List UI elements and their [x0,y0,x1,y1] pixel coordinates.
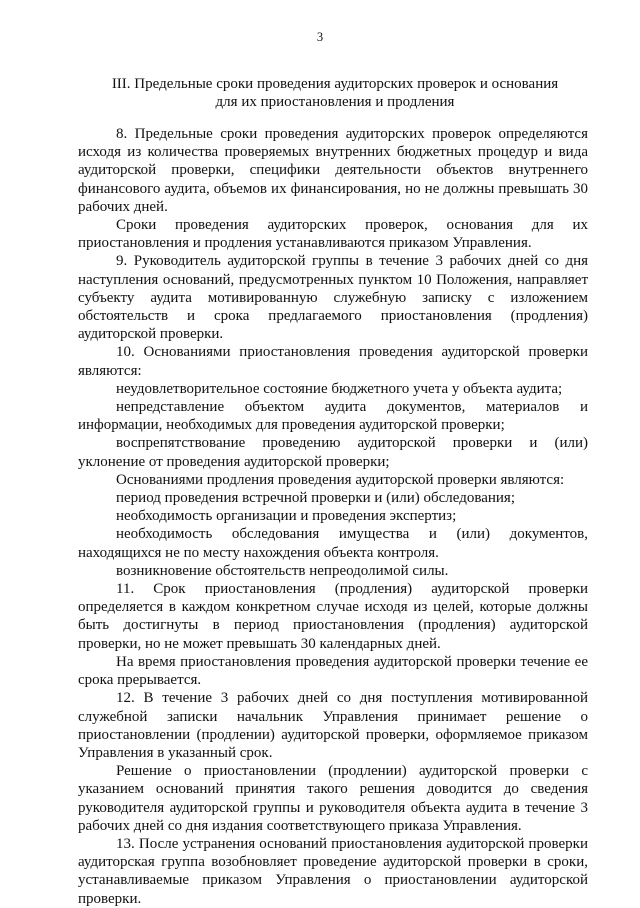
section-title-line-2: для их приостановления и продления [215,94,455,110]
section-title [90,75,580,111]
paragraph-12: 12. В течение 3 рабочих дней со дня поступления мотивированной служебной записки начальник Управления принимает решение о приостановлении (продлении) аудиторской проверки, оформляемое приказом Управления в указанный срок. [78,690,588,761]
page-number: 3 [316,30,324,44]
list-item-extension-4: возникновение обстоятельств непреодолимой силы. [116,562,449,579]
paragraph-10: 10. Основаниями приостановления проведения аудиторской проверки являются: [78,344,588,379]
document-body [78,125,588,908]
paragraph-11: 11. Срок приостановления (продления) аудиторской проверки определяется в каждом конкретном случае исходя из целей, которые должны быть достигнуты в период приостановления (продления) аудиторской проверки, но не может превышать 30 календарных дней. [78,581,588,652]
section-title-line-1: III. Предельные сроки проведения аудиторских проверок и основания [111,76,559,92]
list-item-suspension-2: непредставление объектом аудита документов, материалов и информации, необходимых для проведения аудиторской проверки; [78,399,588,434]
paragraph-13: 13. После устранения оснований приостановления аудиторской проверки аудиторская группа возобновляет проведение аудиторской проверки в сроки, устанавливаемые приказом Управления о приостановлении аудиторской проверки. [78,835,588,907]
paragraph-8: 8. Предельные сроки проведения аудиторских проверок определяются исходя из количества проверяемых внутренних бюджетных процедур и вида аудиторской проверки, специфики деятельности объектов внутреннего финансового аудита, объемов их финансирования, но не должны превышать 30 рабочих дней. [78,126,588,215]
paragraph-deadlines: Сроки проведения аудиторских проверок, основания для их приостановления и продления устанавливаются приказом Управления. [78,217,588,252]
paragraph-decision: Решение о приостановлении (продлении) аудиторской проверки с указанием оснований принятия такого решения доводится до сведения руководителя аудиторской группы и руководителя объекта аудита в течение 3 рабочих дней со дня издания соответствующего приказа Управления. [78,763,588,834]
list-item-suspension-3: воспрепятствование проведению аудиторской проверки и (или) уклонение от проведения аудиторской проверки; [78,435,588,470]
list-item-extension-3: необходимость обследования имущества и (или) документов, находящихся не по месту нахождения объекта контроля. [78,526,588,561]
list-item-extension-1: период проведения встречной проверки и (или) обследования; [116,490,515,507]
list-item-suspension-1: неудовлетворительное состояние бюджетного учета у объекта аудита; [116,380,563,397]
paragraph-interruption: На время приостановления проведения аудиторской проверки течение ее срока прерывается. [78,653,588,689]
paragraph-extension-grounds: Основаниями продления проведения аудиторской проверки являются: [116,471,565,488]
paragraph-9: 9. Руководитель аудиторской группы в течение 3 рабочих дней со дня наступления оснований, предусмотренных пунктом 10 Положения, направляет субъекту аудита мотивированную служебную записку с изложением обстоятельств и срока предлагаемого приостановления (продления) аудиторской проверки. [78,253,588,343]
list-item-extension-2: необходимость организации и проведения экспертиз; [116,508,457,525]
